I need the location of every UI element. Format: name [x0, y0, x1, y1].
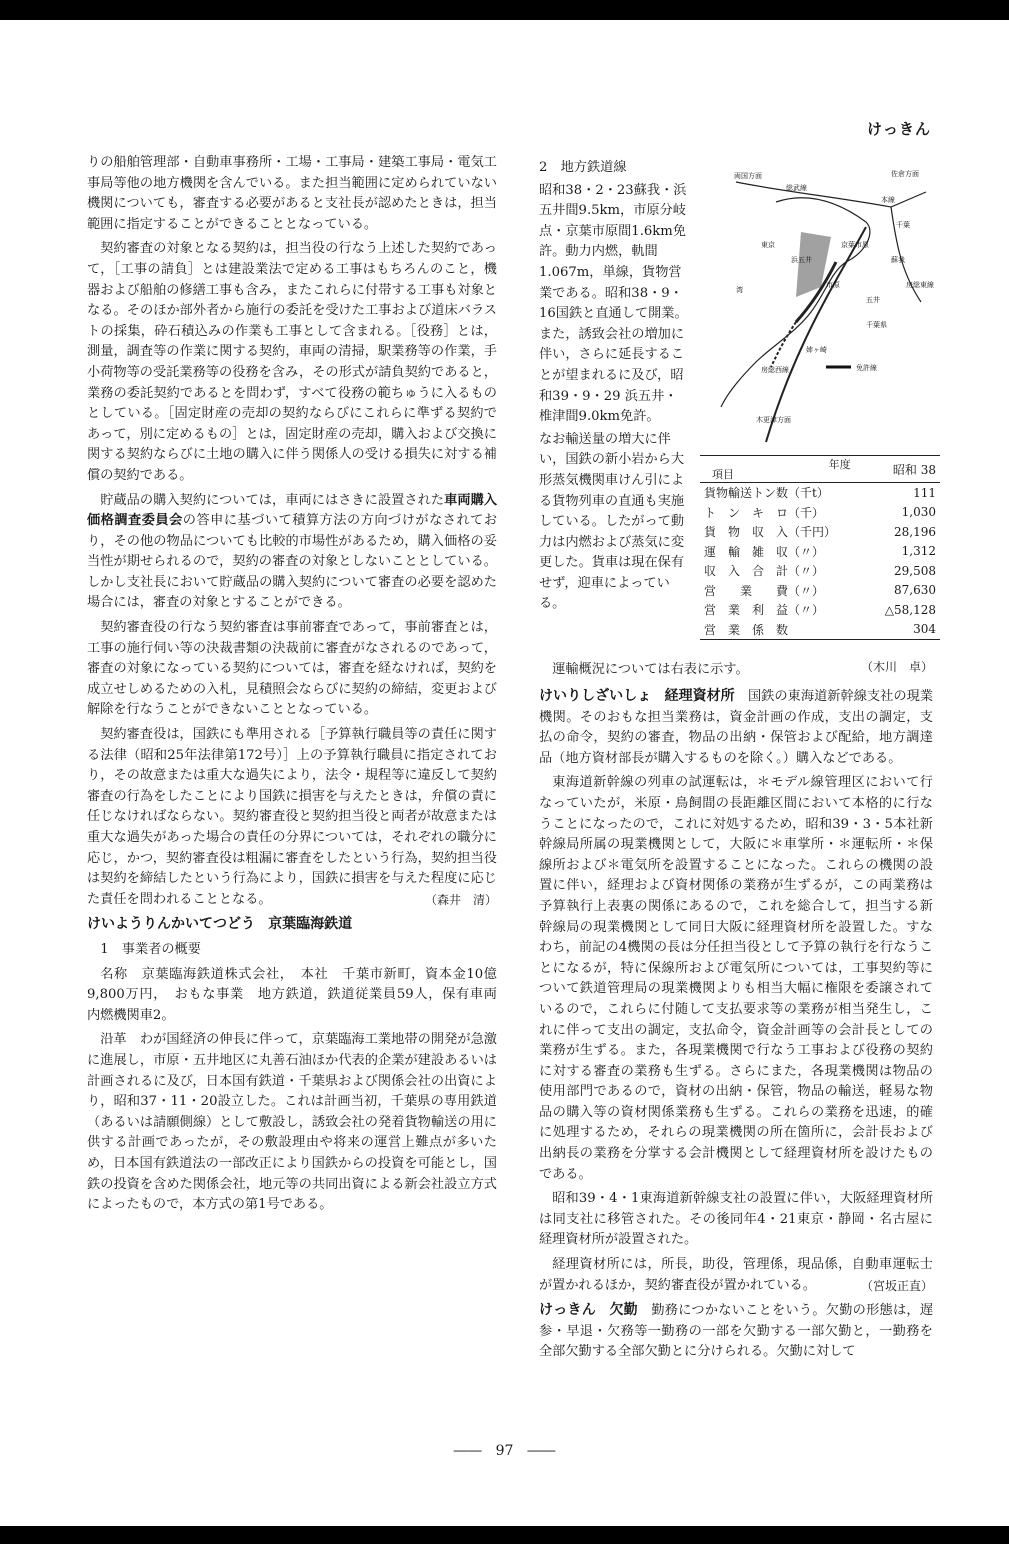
operation-note: 運輸概況については右表に示す。 （木川 卓）	[552, 660, 933, 677]
table-row: 運 輸 雑 収（〃） 1,312	[704, 544, 936, 559]
map-label-soga: 蘇我	[891, 256, 905, 264]
top-black-band	[0, 0, 1009, 20]
map-label-wan: 湾	[736, 286, 743, 294]
table-row: 営 業 係 数 304	[700, 620, 940, 640]
paragraph: 昭和38・2・23蘇我・浜五井間9.5km，市原分岐点・京葉市原間1.6km免許。動力内燃，軌間1.067m，単線，貨物営業である。昭和38・9・16国鉄と直通して開業。また，誘致会社の増加に伴い，さらに延長することが望まれるに及び，昭和39・9・29 浜五井・椎津間9.0km免許。	[539, 182, 688, 425]
author-signature: （森井 清）	[424, 892, 497, 907]
narrow-column	[539, 158, 689, 617]
entry-heading: けいりしざいしょ	[539, 688, 652, 704]
paragraph: けいりしざいしょ 経理資材所 国鉄の東海道新幹線支社の現業機関。そのおもな担当業務は，資金計画の作成，支出の調定，支払の命令，契約の審査，物品の出納・保管および配給，地方調達品（地方資材部長が購入するものを除く。）購入などである。	[539, 688, 934, 766]
map-label-kisarazu: 木更津方面	[756, 416, 791, 424]
table-header-diagonal: 項目 年度	[700, 456, 869, 483]
bottom-black-band	[0, 1526, 1009, 1544]
map-label-chibaken: 千葉県	[866, 321, 887, 329]
map-legend-menkyo: 免許線	[856, 364, 877, 372]
map-label-chiba: 千葉	[896, 221, 910, 229]
map-label-bosai: 房総東線	[906, 281, 934, 289]
section-heading: 2 地方鉄道線	[539, 160, 627, 175]
right-column	[539, 686, 933, 1367]
map-label-bosai-west: 房総西線	[761, 366, 789, 374]
license-line	[771, 322, 796, 367]
page-number: ―― 97 ――	[453, 1443, 556, 1459]
entry-heading: けいようりんかいてつどう 京葉臨海鉄道	[87, 916, 353, 933]
table-row: 営 業 費（〃） 87,630	[704, 583, 936, 598]
map-label-goi: 五井	[866, 296, 880, 304]
map-label-honsen: 本線	[881, 196, 895, 204]
paragraph: りの船舶管理部・自動車事務所・工場・工事局・建築工事局・電気工事局等他の地方機関を含んでいる。また担当範囲に定められていない機関についても，審査する必要があると支社長が認めたときは，担当範囲に指定することができることとなっている。	[87, 155, 497, 232]
table-row: ト ン キ ロ（千） 1,030	[704, 505, 936, 520]
route-map	[716, 162, 938, 454]
map-label-tokyo: 東京	[761, 241, 775, 249]
table-row: 営 業 利 益（〃） △58,128	[704, 602, 936, 618]
table-row: 貨物輸送トン数（千t） 111	[704, 485, 936, 501]
map-label-hamagoi: 浜五井	[791, 256, 812, 264]
paragraph: なお輸送量の増大に伴い，国鉄の新小岩から大形蒸気機関車けん引による貨物列車の直通も実施している。したがって動力は内燃および蒸気に変更した。貨車は現在保有せず，迎車によっている。	[539, 431, 685, 612]
paragraph: 契約審査役は，国鉄にも準用される［予算執行職員等の責任に関する法律（昭和25年法律第172号）］上の予算執行職員に指定されており，その故意または重大な過失により，法令・規程等に違反して契約審査の行為をしたことにより国鉄に損害を与えたときは，弁償の責に任じなければならない。契約審査役と契約担当役と両者が故意または重大な過失があった場合の責任の分界については，それぞれの職分に応じ，かつ，契約審査役は粗漏に審査をしたという行為，契約担当役は契約を締結したという行為により，国鉄に損害を与えた程度に応じた責任を問われることとなる。 （森井 清）	[87, 725, 497, 910]
map-label-sobu: 総武線	[786, 184, 807, 192]
table-header-value: 昭和 38	[869, 456, 940, 483]
entry-heading: けっきん	[539, 1302, 596, 1319]
map-label-ryogoku: 両国方面	[734, 172, 762, 180]
paragraph: 契約審査役の行なう契約審査は事前審査であって，事前審査とは，工事の施行伺い等の決裁書類の決裁前に審査がなされるのであって，審査の対象になっている契約については，審査を経なければ，契約を成立せしめるための入札，見積照会ならびに契約の締結，変更および解除を行なうことができないこととなっている。	[87, 620, 497, 718]
bold-term: 車両購入価格調査委員会	[87, 492, 498, 529]
coastline	[721, 198, 870, 407]
author-signature: （木川 卓）	[860, 660, 933, 674]
section-heading: 1 事業者の概要	[100, 941, 201, 957]
map-label-ichihara: 市原	[826, 281, 840, 289]
paragraph: けっきん 欠勤 勤務につかないことをいう。欠勤の形態は，遅参・早退・欠務等一勤務の一部を欠勤する一部欠勤と，一勤務を全部欠勤する全部欠勤とに分けられる。欠勤に対して	[539, 1302, 934, 1360]
paragraph: 契約審査の対象となる契約は，担当役の行なう上述した契約であって，［工事の請負］とは建設業法で定める工事はもちろんのこと，機器および船舶の修繕工事も含み，またこれらに付帯する工事も対象となる。そのほか部外者から施行の委託を受けた工事および道床バラストの採集，砕石積込みの作業も工事として含まれる。［役務］とは，測量，調査等の作業に関する契約，車両の清掃，駅業務等の作業，手小荷物等の受託業務等の役務を含み，その形式が請負契約であると，業務の委託契約であるとを問わず，すべて役務の範ちゅうに入るものとしている。［固定財産の売却の契約ならびにこれらに準ずる契約であって，別に定めるもの］とは，固定財産の売却，購入および交換に関する契約ならびに土地の購入に伴う関係人の受ける損失に対する補償の契約である。	[87, 241, 497, 483]
statistics-table	[700, 455, 940, 640]
paragraph: 貯蔵品の購入契約については，車両にはさきに設置された車両購入価格調査委員会の答申に基づいて積算方法の方向づけがなされており，その他の物品についても比較的市場性があるため，購入価格の妥当性が期せられるので，契約の審査の対象としないこととしている。しかし支社長において貯蔵品の購入契約について審査の必要を認めた場合には，審査の対象とすることができる。	[87, 492, 498, 611]
table-row: 貨 物 収 入（千円） 28,196	[704, 524, 936, 540]
table-row: 収 入 合 計（〃） 29,508	[704, 563, 936, 579]
paragraph: 東海道新幹線の列車の試運転は，＊モデル線管理区において行なっていたが，米原・鳥飼間の長距離区間において本格的に行なうことになったので，これに対処するため，昭和39・3・5本社新幹線局所属の現業機関として，大阪に＊車掌所・＊運転所・＊保線所および＊電気所を設置することになった。これらの機関の設置に伴い，経理および資材関係の業務が生ずるが，この両業務は予算執行上表裏の関係にあるので，これを総合して，担当する新幹線局の現業機関として同日大阪に経理資材所を設置した。すなわち，前記の4機関の長は分任担当役として予算の執行を行なうことになるが，特に保線所および電気所については，工事契約等について鉄道管理局の現業機関よりも相当大幅に権限を委譲されているので，これらに付随して支払要求等の業務が相当発生し，これに伴って支出の調定，支払命令，資金計画等の会計長としての業務が生ずる。また，各現業機関で行なう工事および役務の契約に対する審査の業務も生ずる。さらにまた，各現業機関は物品の使用部門であるので，資材の出納・保管，物品の輸送，軽易な物品の購入等の資材関係業務も生ずる。これらの業務を迅速，的確に処理するため，それらの現業機関の所在箇所に，会計長および出納長の業務を分掌する会計機関として経理資材所を設けたものである。	[539, 775, 933, 1182]
paragraph: 経理資材所には，所長，助役，管理係，現品係，自動車運転士が置かれるほか，契約審査役が置かれている。 （宮坂正直）	[539, 1255, 933, 1296]
map-label-sakura: 佐倉方面	[891, 170, 919, 178]
map-label-keiyo-ichihara: 京葉市原	[841, 241, 869, 249]
left-column	[87, 153, 511, 1220]
paragraph: 名称 京葉臨海鉄道株式会社， 本社 千葉市新町，資本金10億9,800万円， おもな事業 地方鉄道，鉄道従業員59人，保有車両 内燃機関車2。	[87, 966, 511, 1023]
paragraph: 昭和39・4・1東海道新幹線支社の設置に伴い，大阪経理資材所は同支社に移管された。その後同年4・21東京・静岡・名古屋に経理資材所が設置された。	[539, 1191, 933, 1248]
table-header-row	[700, 456, 940, 483]
author-signature: （宮坂正直）	[860, 1278, 933, 1293]
running-head: けっきん	[866, 120, 931, 138]
paragraph: 沿革 わが国経済の伸長に伴って，京葉臨海工業地帯の開発が急激に進展し，市原・五井地区に丸善石油ほか代表的企業が建設あるいは計画されるに及び，日本国有鉄道・千葉県および関係会社の出資により，昭和37・11・20設立した。これは計画当初，千葉県の専用鉄道（あるいは請願側線）として敷設し，誘致会社の発着貨物輸送の用に供する計画であったが，その敷設理由や将来の運営上難点が多いため，日本国有鉄道法の一部改正により国鉄からの投資を可能とし，国鉄の投資を含めた関係会社，地元等の共同出資による新会社設立方式によったもので，本方式の第1号である。	[87, 1032, 497, 1213]
map-label-anegasaki: 姉ヶ崎	[806, 346, 827, 354]
